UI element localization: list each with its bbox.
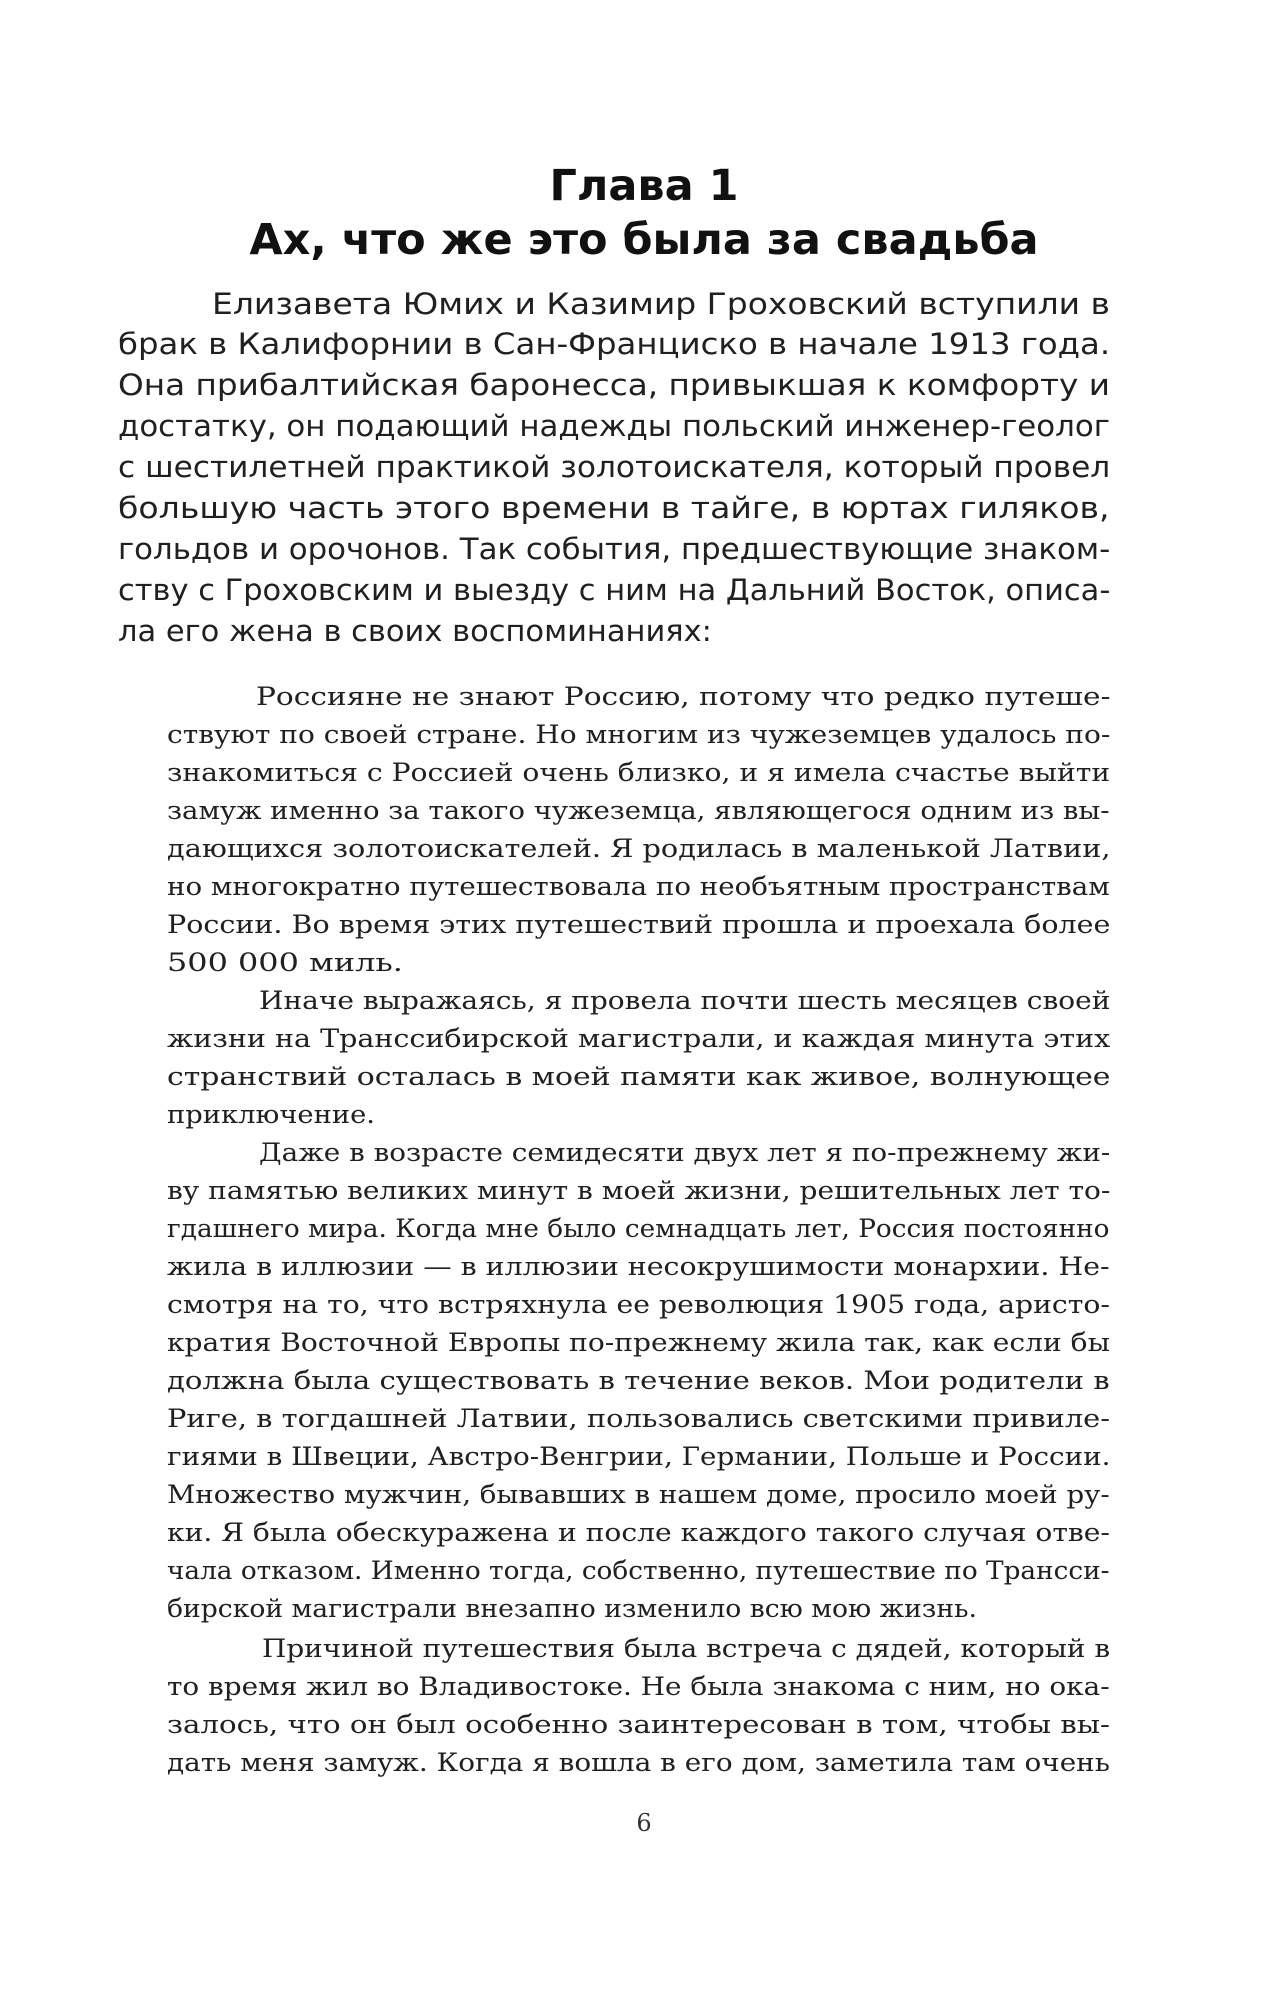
quote-line: должна была существовать в течение веков. Мои родители в <box>167 1366 1110 1395</box>
quote-line: смотря на то, что встряхнула ее революция 1905 года, аристо- <box>167 1290 1110 1319</box>
quote-line: России. Во время этих путешествий прошла и проехала более <box>167 910 1111 939</box>
quote-line: Причиной путешествия была встреча с дядей, который в <box>262 1634 1111 1663</box>
quote-line: чала отказом. Именно тогда, собственно, путешествие по Трансси- <box>167 1556 1110 1585</box>
quote-line: бирской магистрали внезапно изменило всю мою жизнь. <box>167 1594 977 1623</box>
quote-line: замуж именно за такого чужеземца, являющегося одним из вы- <box>167 796 1110 825</box>
intro-line: ству с Гроховским и выезду с ним на Дальний Восток, описа- <box>118 573 1111 607</box>
quote-line: гдашнего мира. Когда мне было семнадцать лет, Россия постоянно <box>167 1214 1110 1243</box>
intro-line: с шестилетней практикой золотоискателя, который провел <box>118 450 1111 484</box>
quote-line: Россияне не знают Россию, потому что редко путеше- <box>256 682 1111 711</box>
quote-line: ки. Я была обескуражена и после каждого такого случая отве- <box>167 1518 1110 1547</box>
intro-line: брак в Калифорнии в Сан-Франциско в начале 1913 года. <box>118 327 1111 361</box>
quote-line: Множество мужчин, бывавших в нашем доме, просило моей ру- <box>167 1480 1110 1509</box>
intro-line: большую часть этого времени в тайге, в юртах гиляков, <box>118 491 1110 525</box>
chapter-number: Глава 1 <box>549 161 739 211</box>
quote-line: гиями в Швеции, Австро-Венгрии, Германии, Польше и России. <box>167 1442 1111 1471</box>
quote-line: кратия Восточной Европы по-прежнему жила так, как если бы <box>167 1328 1110 1357</box>
quote-line: дающихся золотоискателей. Я родилась в маленькой Латвии, <box>167 834 1111 863</box>
quote-line: но многократно путешествовала по необъятным пространствам <box>167 872 1110 901</box>
quote-line: ву памятью великих минут в моей жизни, решительных лет то- <box>167 1176 1111 1205</box>
quote-line: Риге, в тогдашней Латвии, пользовались светскими привиле- <box>167 1404 1110 1433</box>
intro-line: достатку, он подающий надежды польский инженер-геолог <box>118 409 1110 443</box>
quote-line: залось, что он был особенно заинтересован в том, чтобы вы- <box>167 1710 1110 1739</box>
intro-line: Она прибалтийская баронесса, привыкшая к комфорту и <box>118 368 1110 402</box>
intro-line: ла его жена в своих воспоминаниях: <box>118 614 712 648</box>
intro-line: гольдов и орочонов. Так события, предшествующие знаком- <box>118 532 1111 566</box>
quote-line: приключение. <box>167 1100 375 1129</box>
quote-line: Иначе выражаясь, я провела почти шесть месяцев своей <box>259 986 1111 1015</box>
quote-line: то время жил во Владивостоке. Не была знакома с ним, но ока- <box>167 1672 1110 1701</box>
quote-line: ствуют по своей стране. Но многим из чужеземцев удалось по- <box>167 720 1111 749</box>
quote-line: странствий осталась в моей памяти как живое, волнующее <box>167 1062 1111 1091</box>
quote-line: дать меня замуж. Когда я вошла в его дом, заметила там очень <box>167 1748 1110 1777</box>
quote-line: знакомиться с Россией очень близко, и я имела счастье выйти <box>167 758 1111 787</box>
intro-line: Елизавета Юмих и Казимир Гроховский вступили в <box>212 287 1110 321</box>
quote-line: жила в иллюзии — в иллюзии несокрушимости монархии. Не- <box>167 1252 1110 1281</box>
quote-line: Даже в возрасте семидесяти двух лет я по-прежнему жи- <box>259 1138 1111 1167</box>
quote-line: 500 000 миль. <box>167 948 403 977</box>
chapter-title: Ах, что же это была за свадьба <box>249 215 1039 265</box>
page-number: 6 <box>636 1809 652 1837</box>
quote-line: жизни на Транссибирской магистрали, и каждая минута этих <box>167 1024 1111 1053</box>
